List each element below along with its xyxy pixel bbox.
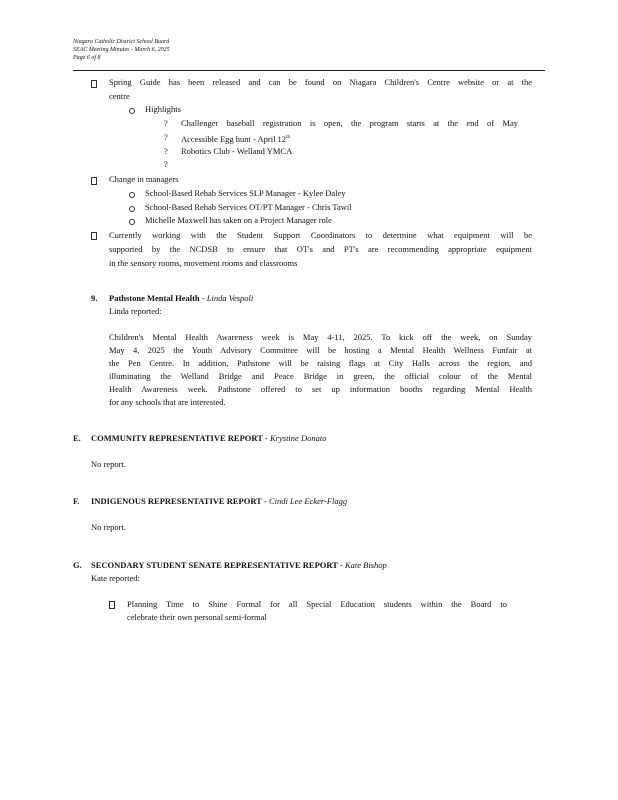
circle-bullet-icon xyxy=(129,192,135,198)
question-mark-bullet-icon: ? xyxy=(164,132,168,142)
item-9-para-line2: May 4, 2025 the Youth Advisory Committee will be hosting a Mental Health Wellness Funfair at xyxy=(109,345,532,355)
item-9-para-line3: the Pen Centre. In addition, Pathstone will be raising flags at City Halls across the region, and xyxy=(109,358,532,368)
section-f-dash: - xyxy=(263,496,267,506)
section-e-letter: E. xyxy=(73,433,81,443)
coordinators-line3: in the sensory rooms, movement rooms and classrooms xyxy=(109,258,298,268)
highlights-label: Highlights xyxy=(145,104,181,114)
section-f-person: Cindi Lee Ecker-Flagg xyxy=(268,496,348,506)
section-e-body: No report. xyxy=(91,459,126,469)
section-g-bullet-line2: celebrate their own personal semi-formal xyxy=(127,612,267,622)
section-f-body: No report. xyxy=(91,522,126,532)
section-e-person: Krystine Donato xyxy=(270,433,327,443)
section-g-letter: G. xyxy=(73,560,82,570)
question-mark-bullet-icon: ? xyxy=(164,159,168,169)
square-bullet-icon xyxy=(91,80,97,88)
spring-guide-line1: Spring Guide has been released and can be found on Niagara Children's Centre website or at the xyxy=(109,77,532,87)
section-e-title: COMMUNITY REPRESENTATIVE REPORT xyxy=(91,433,263,443)
header-rule xyxy=(73,70,545,71)
question-mark-bullet-icon: ? xyxy=(164,146,168,156)
item-9-dash: - xyxy=(201,293,205,303)
highlight-1: Challenger baseball registration is open, the program starts at the end of May xyxy=(181,118,518,128)
manager-2: School-Based Rehab Services OT/PT Manager - Chris Tawil xyxy=(145,202,352,212)
item-9-para-line5: Health Awareness week. Pathstone offered to set up information booths regarding Mental Health xyxy=(109,384,532,394)
header-meeting: SEAC Meeting Minutes - March 6, 2025 xyxy=(73,47,170,53)
highlight-3: Robotics Club - Welland YMCA xyxy=(181,146,293,156)
section-f-title: INDIGENOUS REPRESENTATIVE REPORT xyxy=(91,496,262,506)
managers-label: Change in managers xyxy=(109,174,179,184)
highlight-2-sup: th xyxy=(286,135,290,140)
section-g-heading xyxy=(91,559,387,573)
section-g-bullet-line1: Planning Time to Shine Formal for all Special Education students within the Board to xyxy=(127,599,507,609)
page-header xyxy=(73,38,170,62)
item-9-person: Linda Vespoli xyxy=(206,293,254,303)
manager-3: Michelle Maxwell has taken on a Project Manager role xyxy=(145,215,332,225)
spring-guide-line2: centre xyxy=(109,91,130,101)
header-page: Page 6 of 8 xyxy=(73,55,101,61)
square-bullet-icon xyxy=(91,177,97,185)
section-f-heading xyxy=(91,495,347,509)
manager-1: School-Based Rehab Services SLP Manager - Kylee Daley xyxy=(145,188,346,198)
item-9-para-line6: for any schools that are interested. xyxy=(109,397,226,407)
circle-bullet-icon xyxy=(129,219,135,225)
circle-bullet-icon xyxy=(129,206,135,212)
section-g-title: SECONDARY STUDENT SENATE REPRESENTATIVE REPORT xyxy=(91,560,338,570)
section-e-dash: - xyxy=(265,433,268,443)
section-e-heading xyxy=(91,432,326,446)
question-mark-bullet-icon: ? xyxy=(164,118,168,128)
square-bullet-icon xyxy=(109,601,115,609)
header-org: Niagara Catholic District School Board xyxy=(73,39,170,45)
item-9-heading xyxy=(109,292,253,306)
item-9-reported: Linda reported: xyxy=(109,306,162,316)
item-9-title: Pathstone Mental Health xyxy=(109,293,200,303)
highlight-2-text: Accessible Egg hunt - April 12 xyxy=(181,133,287,144)
section-g-dash: - xyxy=(340,560,343,570)
section-f-letter: F. xyxy=(73,496,80,506)
square-bullet-icon xyxy=(91,232,97,240)
section-g-person: Kate Bishop xyxy=(345,560,387,570)
coordinators-line1: Currently working with the Student Support Coordinators to determine what equipment will be xyxy=(109,230,532,240)
section-g-reported: Kate reported: xyxy=(91,573,140,583)
item-9-para-line4: illuminating the Welland Bridge and Peace Bridge in green, the official colour of the Mental xyxy=(109,371,532,381)
item-9-para-line1: Children's Mental Health Awareness week is May 4-11, 2025. To kick off the week, on Sunday xyxy=(109,332,532,342)
item-9-number: 9. xyxy=(91,293,98,303)
coordinators-line2: supported by the NCDSB to ensure that OT's and PT's are recommending appropriate equipment xyxy=(109,244,532,254)
circle-bullet-icon xyxy=(129,108,135,114)
